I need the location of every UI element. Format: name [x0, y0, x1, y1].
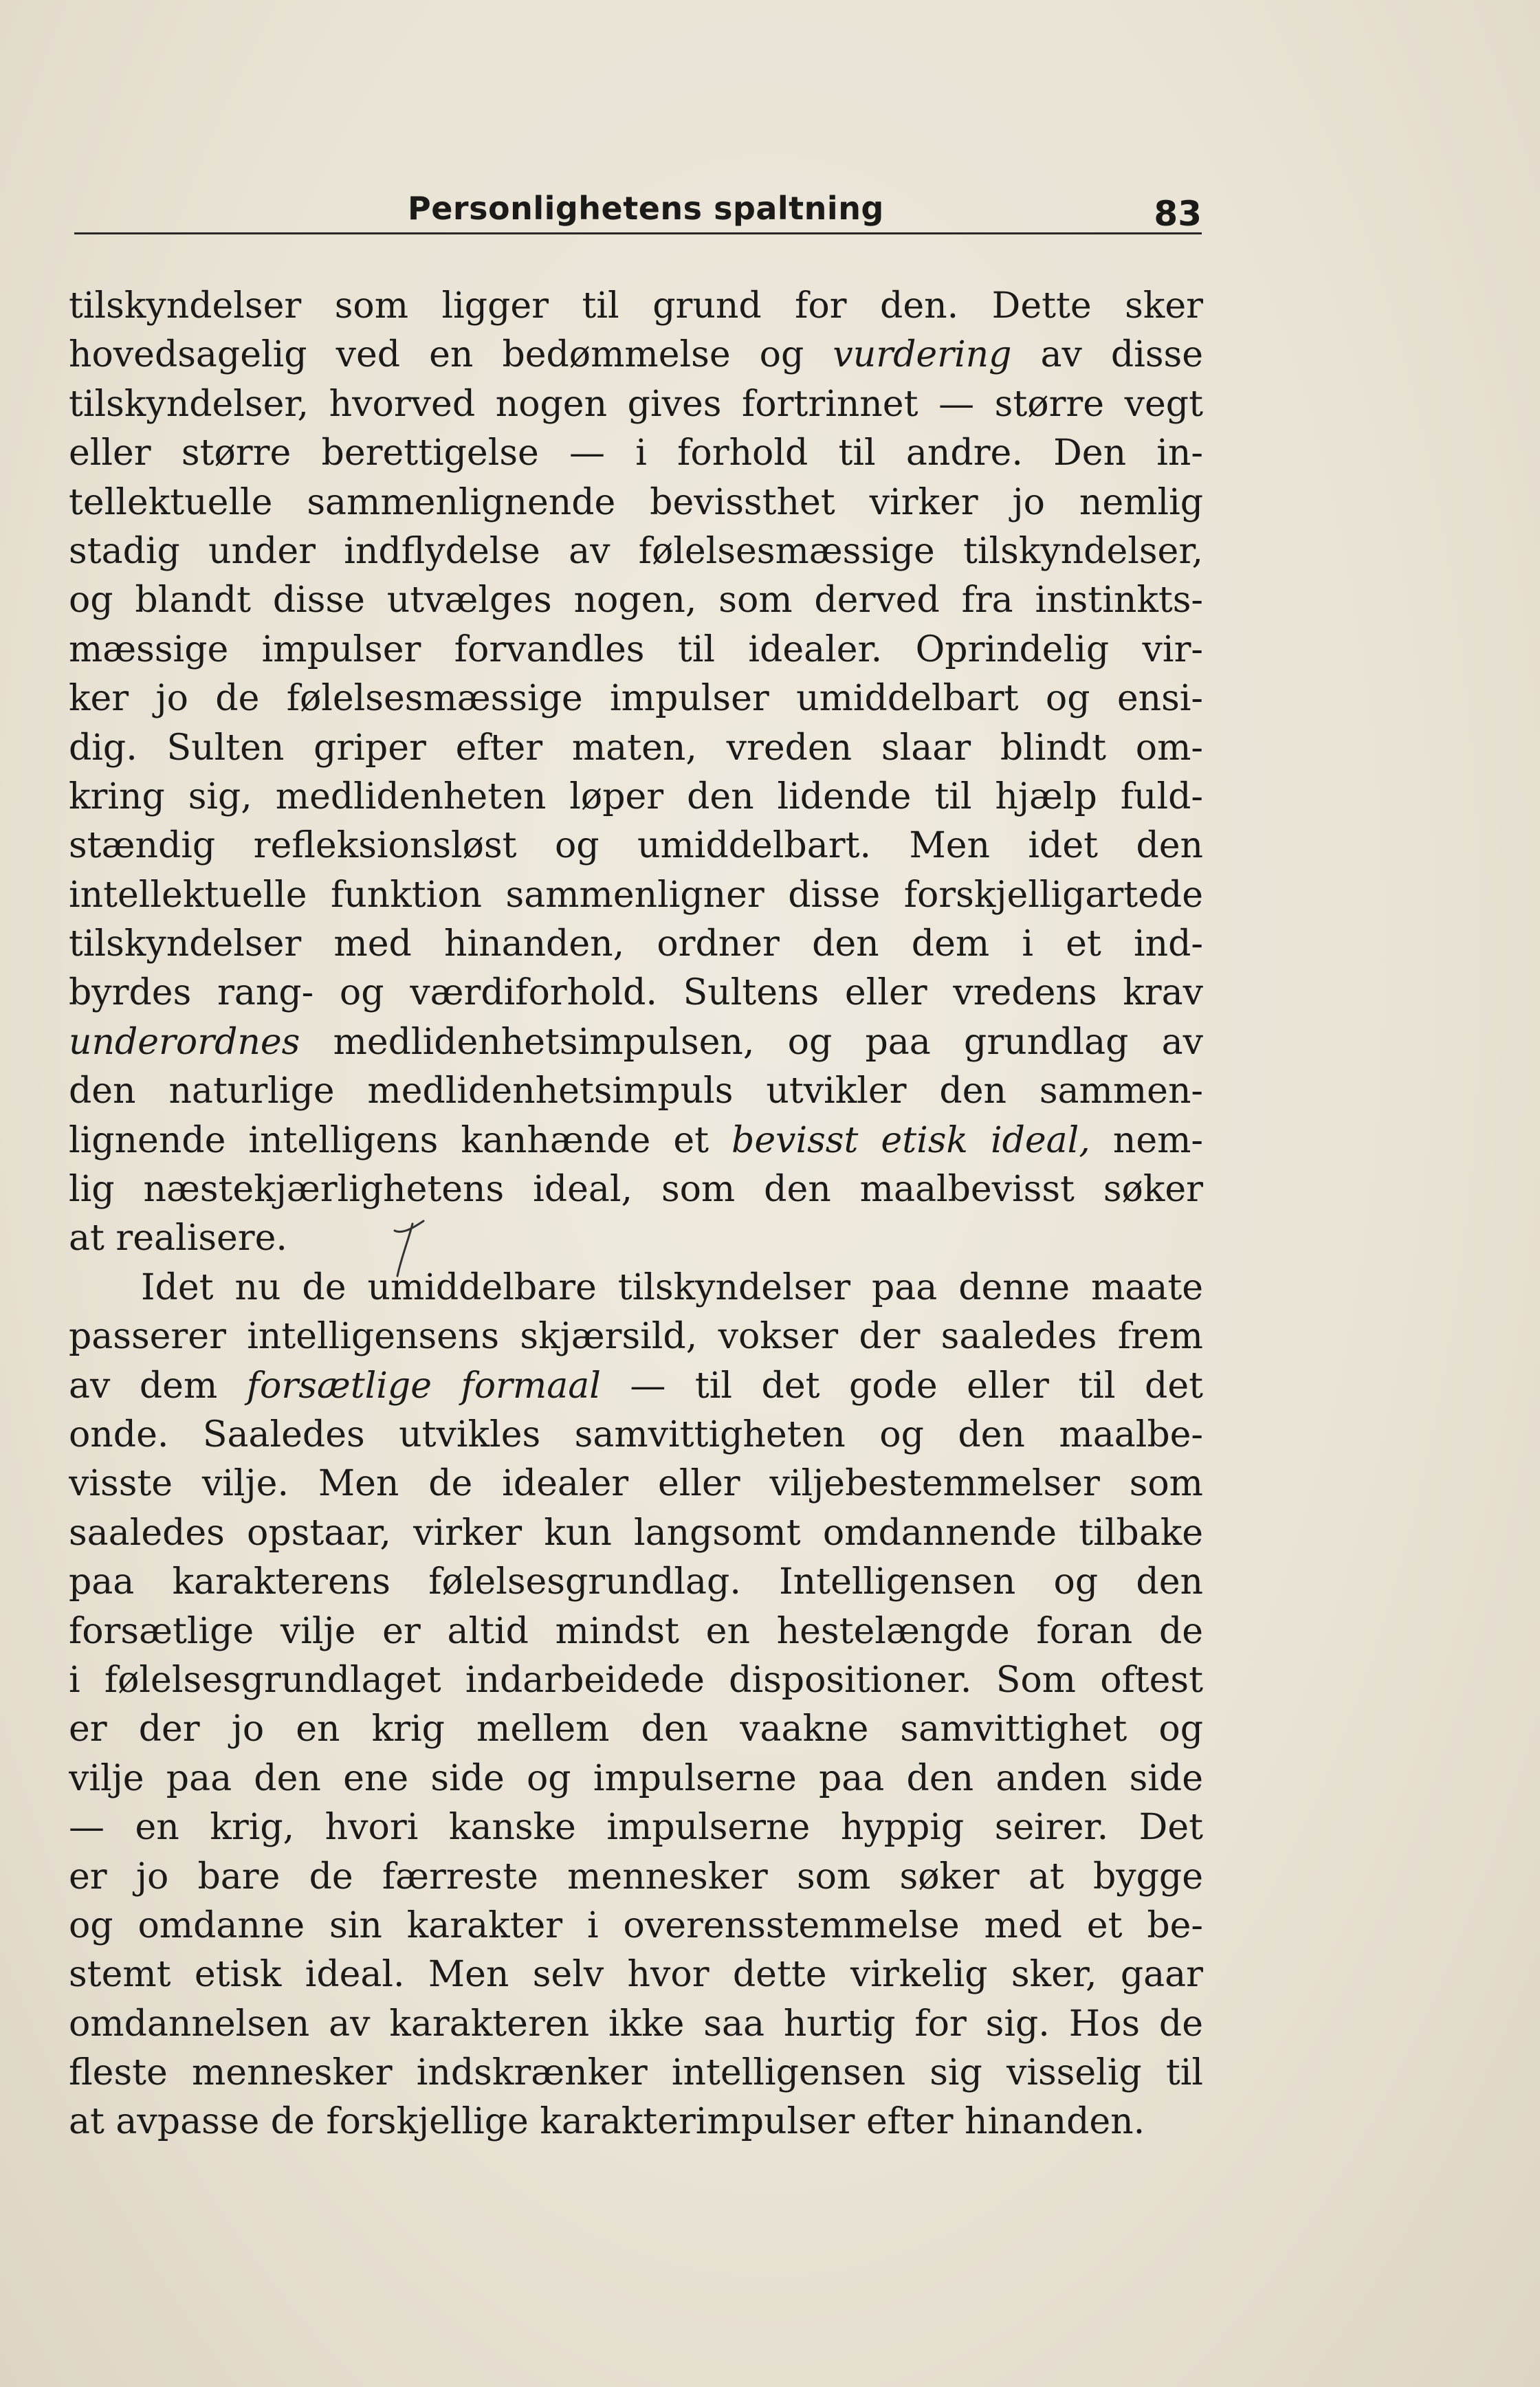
text-line: tilskyndelser, hvorved nogen gives fortrinnet — større vegt	[69, 383, 1203, 425]
pencil-mark	[385, 1217, 433, 1279]
text-line: dig. Sulten griper efter maten, vreden slaar blindt om-	[69, 727, 1203, 769]
text-line: lig næstekjærlighetens ideal, som den maalbevisst søker	[69, 1169, 1203, 1211]
text-line: stadig under indflydelse av følelsesmæssige tilskyndelser,	[69, 530, 1203, 572]
text-line: forsætlige vilje er altid mindst en hestelængde foran de	[69, 1610, 1203, 1652]
header-rule	[74, 232, 1202, 234]
text-line: Idet nu de umiddelbare tilskyndelser paa denne maate	[141, 1266, 1203, 1308]
text-line: underordnes medlidenhetsimpulsen, og paa grundlag av	[69, 1021, 1203, 1063]
text-line: i følelsesgrundlaget indarbeidede dispositioner. Som oftest	[69, 1659, 1203, 1701]
running-head	[74, 184, 1202, 232]
text-line: og blandt disse utvælges nogen, som derved fra instinkts-	[69, 580, 1203, 622]
italic-emphasis: underordnes	[69, 1021, 300, 1063]
text-line: saaledes opstaar, virker kun langsomt omdannende tilbake	[69, 1512, 1203, 1554]
text-line: at realisere.	[69, 1218, 287, 1260]
text-line: paa karakterens følelsesgrundlag. Intelligensen og den	[69, 1561, 1203, 1603]
text-line: er jo bare de færreste mennesker som søker at bygge	[69, 1856, 1203, 1898]
text-line: er der jo en krig mellem den vaakne samvittighet og	[69, 1708, 1203, 1750]
italic-emphasis: bevisst etisk ideal,	[732, 1119, 1090, 1161]
text-line: hovedsagelig ved en bedømmelse og vurdering av disse	[69, 334, 1203, 376]
text-line: tilskyndelser med hinanden, ordner den dem i et ind-	[69, 923, 1203, 965]
text-line: kring sig, medlidenheten løper den lidende til hjælp fuld-	[69, 776, 1203, 817]
text-line: onde. Saaledes utvikles samvittigheten og den maalbe-	[69, 1414, 1203, 1455]
text-line: omdannelsen av karakteren ikke saa hurtig for sig. Hos de	[69, 2003, 1203, 2045]
body-text	[69, 282, 1203, 2147]
text-line: vilje paa den ene side og impulserne paa den anden side	[69, 1757, 1203, 1799]
text-line: — en krig, hvori kanske impulserne hyppig seirer. Det	[69, 1807, 1203, 1849]
text-line: stændig refleksionsløst og umiddelbart. Men idet den	[69, 825, 1203, 867]
text-line: av dem forsætlige formaal — til det gode eller til det	[69, 1365, 1203, 1407]
text-line: og omdanne sin karakter i overensstemmelse med et be-	[69, 1904, 1203, 1946]
text-line: mæssige impulser forvandles til idealer. Oprindelig vir-	[69, 628, 1203, 670]
text-line: tilskyndelser som ligger til grund for den. Dette sker	[69, 285, 1203, 327]
text-line: eller større berettigelse — i forhold til andre. Den in-	[69, 432, 1203, 474]
italic-emphasis: vurdering	[833, 334, 1012, 376]
text-line: stemt etisk ideal. Men selv hvor dette virkelig sker, gaar	[69, 1954, 1203, 1996]
text-line: byrdes rang- og værdiforhold. Sultens eller vredens krav	[69, 972, 1203, 1014]
text-line: tellektuelle sammenlignende bevissthet virker jo nemlig	[69, 481, 1203, 523]
running-title: Personlighetens spaltning	[408, 190, 884, 227]
text-line: ker jo de følelsesmæssige impulser umiddelbart og ensi-	[69, 678, 1203, 720]
text-line: lignende intelligens kanhænde et bevisst etisk ideal, nem-	[69, 1119, 1203, 1161]
text-line: at avpasse de forskjellige karakterimpulser efter hinanden.	[69, 2101, 1145, 2143]
text-line: visste vilje. Men de idealer eller viljebestemmelser som	[69, 1463, 1203, 1505]
italic-emphasis: forsætlige formaal	[246, 1365, 601, 1407]
text-line: intellektuelle funktion sammenligner disse forskjelligartede	[69, 874, 1203, 916]
page-number: 83	[1154, 194, 1202, 234]
text-line: passerer intelligensens skjærsild, vokser der saaledes frem	[69, 1316, 1203, 1358]
text-line: den naturlige medlidenhetsimpuls utvikler den sammen-	[69, 1070, 1203, 1112]
text-line: fleste mennesker indskrænker intelligensen sig visselig til	[69, 2052, 1203, 2094]
